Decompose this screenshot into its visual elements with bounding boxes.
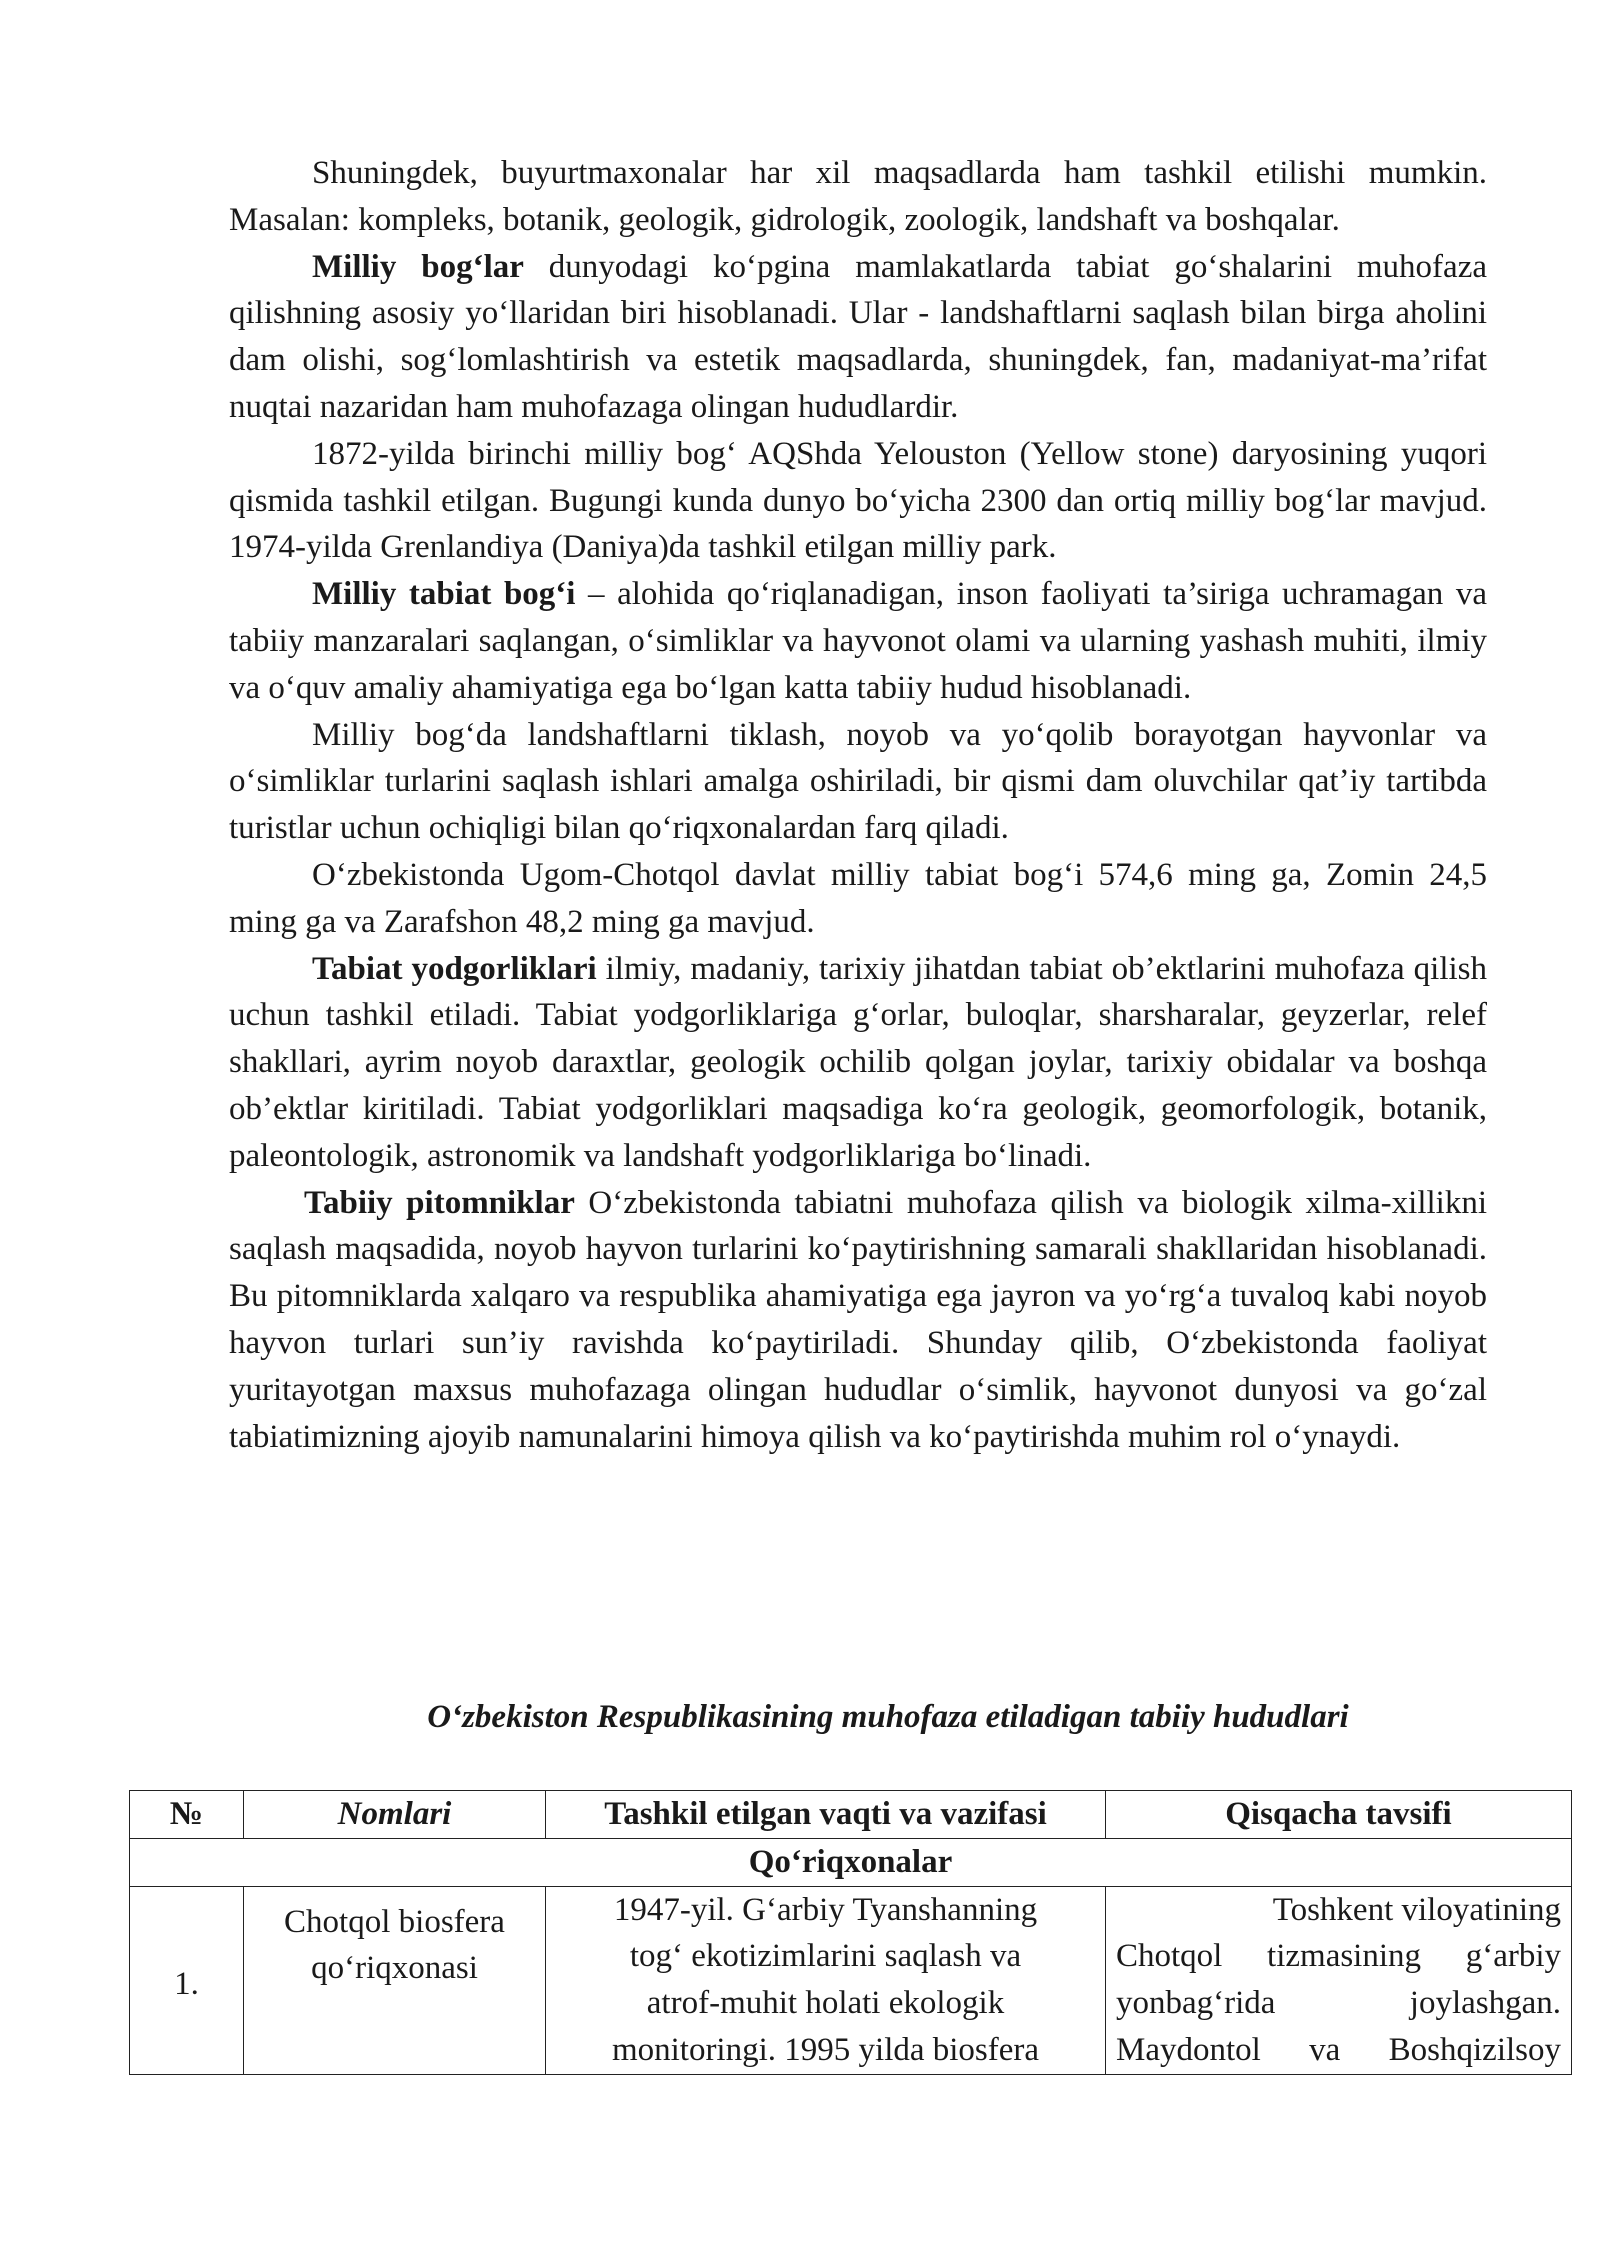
term-milliy-tabiat-bogi: Milliy tabiat bog‘i [312,576,576,613]
cell-line: 1947-yil. G‘arbiy Tyanshanning [613,1891,1038,1928]
header-short-description: Qisqacha tavsifi [1106,1791,1572,1839]
paragraph-text: ilmiy, madaniy, tarixiy jihatdan tabiat ob’ektlarini muhofaza qilish uchun tashkil etiladi. Tabiat yodgorliklariga g‘orlar, buloqlar, sharsharalar, geyzerlar, relef shakllari, ayrim noyob daraxtlar, geologik ochilib qolgan joylar, tarixiy obidalar va boshqa ob’ektlar kiritiladi. Tabiat yodgorliklari maqsadiga ko‘ra geologik, geomorfologik, botanik, paleontologik, astronomik va landshaft yodgorliklariga bo‘linadi. [229,950,1488,1174]
paragraph-milliy-tabiat-bogi [229,571,1487,711]
table-caption: O‘zbekiston Respublikasining muhofaza etiladigan tabiiy hududlari [427,1699,1349,1735]
row-number: 1. [130,1886,244,2074]
paragraph-tabiiy-pitomniklar [229,1180,1487,1461]
header-names: Nomlari [244,1791,546,1839]
paragraph-yelouston: 1872-yilda birinchi milliy bog‘ AQShda Yelouston (Yellow stone) daryosining yuqori qismida tashkil etilgan. Bugungi kunda dunyo bo‘yicha 2300 dan ortiq milliy bog‘lar mavjud. 1974-yilda Grenlandiya (Daniya)da tashkil etilgan milliy park. [229,435,1487,566]
paragraph-landshaft-tiklash: Milliy bog‘da landshaftlarni tiklash, noyob va yo‘qolib borayotgan hayvonlar va o‘simliklar turlarini saqlash ishlari amalga oshiriladi, bir qismi dam oluvchilar qat’iy tartibda turistlar uchun ochiqligi bilan qo‘riqxonalardan farq qiladi. [229,716,1487,847]
cell-line: Toshkent viloyatining [1272,1891,1561,1928]
paragraph-text: O‘zbekistonda tabiatni muhofaza qilish va biologik xilma-xillikni saqlash maqsadida, noyob hayvon turlarini ko‘paytirishning samarali shakllaridan hisoblanadi. Bu pitomniklarda xalqaro va respublika ahamiyatiga ega jayron va yo‘rg‘a tuvaloq kabi noyob hayvon turlari sun’iy ravishda ko‘paytiriladi. Shunday qilib, O‘zbekistonda faoliyat yuritayotgan maxsus muhofazaga olingan hududlar o‘simlik, hayvonot dunyosi va go‘zal tabiatimizning ajoyib namunalarini himoya qilish va ko‘paytirishda muhim rol o‘ynaydi. [229,1184,1487,1455]
protected-areas-table [129,1790,1572,2075]
paragraph-milliy-boglar [229,244,1487,431]
paragraph-tabiat-yodgorliklari [229,946,1487,1180]
paragraph-text: dunyodagi ko‘pgina mamlakatlarda tabiat go‘shalarini muhofaza qilishning asosiy yo‘llaridan biri hisoblanadi. Ular - landshaftlarni saqlash bilan birga aholini dam olishi, sog‘lomlashtirish va estetik maqsadlarda, shuningdek, fan, madaniyat-ma’rifat nuqtai nazaridan ham muhofazaga olingan hududlardir. [229,248,1487,425]
term-tabiat-yodgorliklari: Tabiat yodgorliklari [312,950,597,987]
cell-line: atrof-muhit holati ekologik [646,1985,1005,2022]
header-time-and-purpose: Tashkil etilgan vaqti va vazifasi [546,1791,1106,1839]
paragraph-uzbekistan-parks: O‘zbekistonda Ugom-Chotqol davlat milliy tabiat bog‘i 574,6 ming ga, Zomin 24,5 ming ga va Zarafshon 48,2 ming ga mavjud. [229,856,1487,940]
header-number: № [130,1791,244,1839]
cell-line: tog‘ ekotizimlarini saqlash va [629,1938,1022,1975]
table-header-row [130,1791,1572,1839]
row-description [1106,1886,1572,2074]
section-title: Qo‘riqxonalar [130,1838,1572,1886]
table-section-row [130,1838,1572,1886]
term-tabiiy-pitomniklar: Tabiiy pitomniklar [304,1184,575,1221]
table-row [130,1886,1572,2074]
cell-line: yonbag‘rida joylashgan. [1116,1985,1561,2022]
cell-line: monitoringi. 1995 yilda biosfera [611,2031,1040,2068]
paragraph-text: – alohida qo‘riqlanadigan, inson faoliyati ta’siriga uchramagan va tabiiy manzaralari saqlangan, o‘simliklar va hayvonot olami va ularning yashash muhiti, ilmiy va o‘quv amaliy ahamiyatiga ega bo‘lgan katta tabiiy hudud hisoblanadi. [229,576,1487,706]
body-text [229,150,1487,1460]
row-time-and-purpose [546,1886,1106,2074]
row-name: Chotqol biosfera qo‘riqxonasi [244,1886,546,2074]
paragraph-buyurtmaxonalar: Shuningdek, buyurtmaxonalar har xil maqsadlarda ham tashkil etilishi mumkin. Masalan: kompleks, botanik, geologik, gidrologik, zoologik, landshaft va boshqalar. [229,155,1487,238]
cell-line: Maydontol va Boshqizilsoy [1116,2031,1561,2068]
cell-line: Chotqol tizmasining g‘arbiy [1116,1938,1561,1975]
term-milliy-boglar: Milliy bog‘lar [312,248,524,285]
